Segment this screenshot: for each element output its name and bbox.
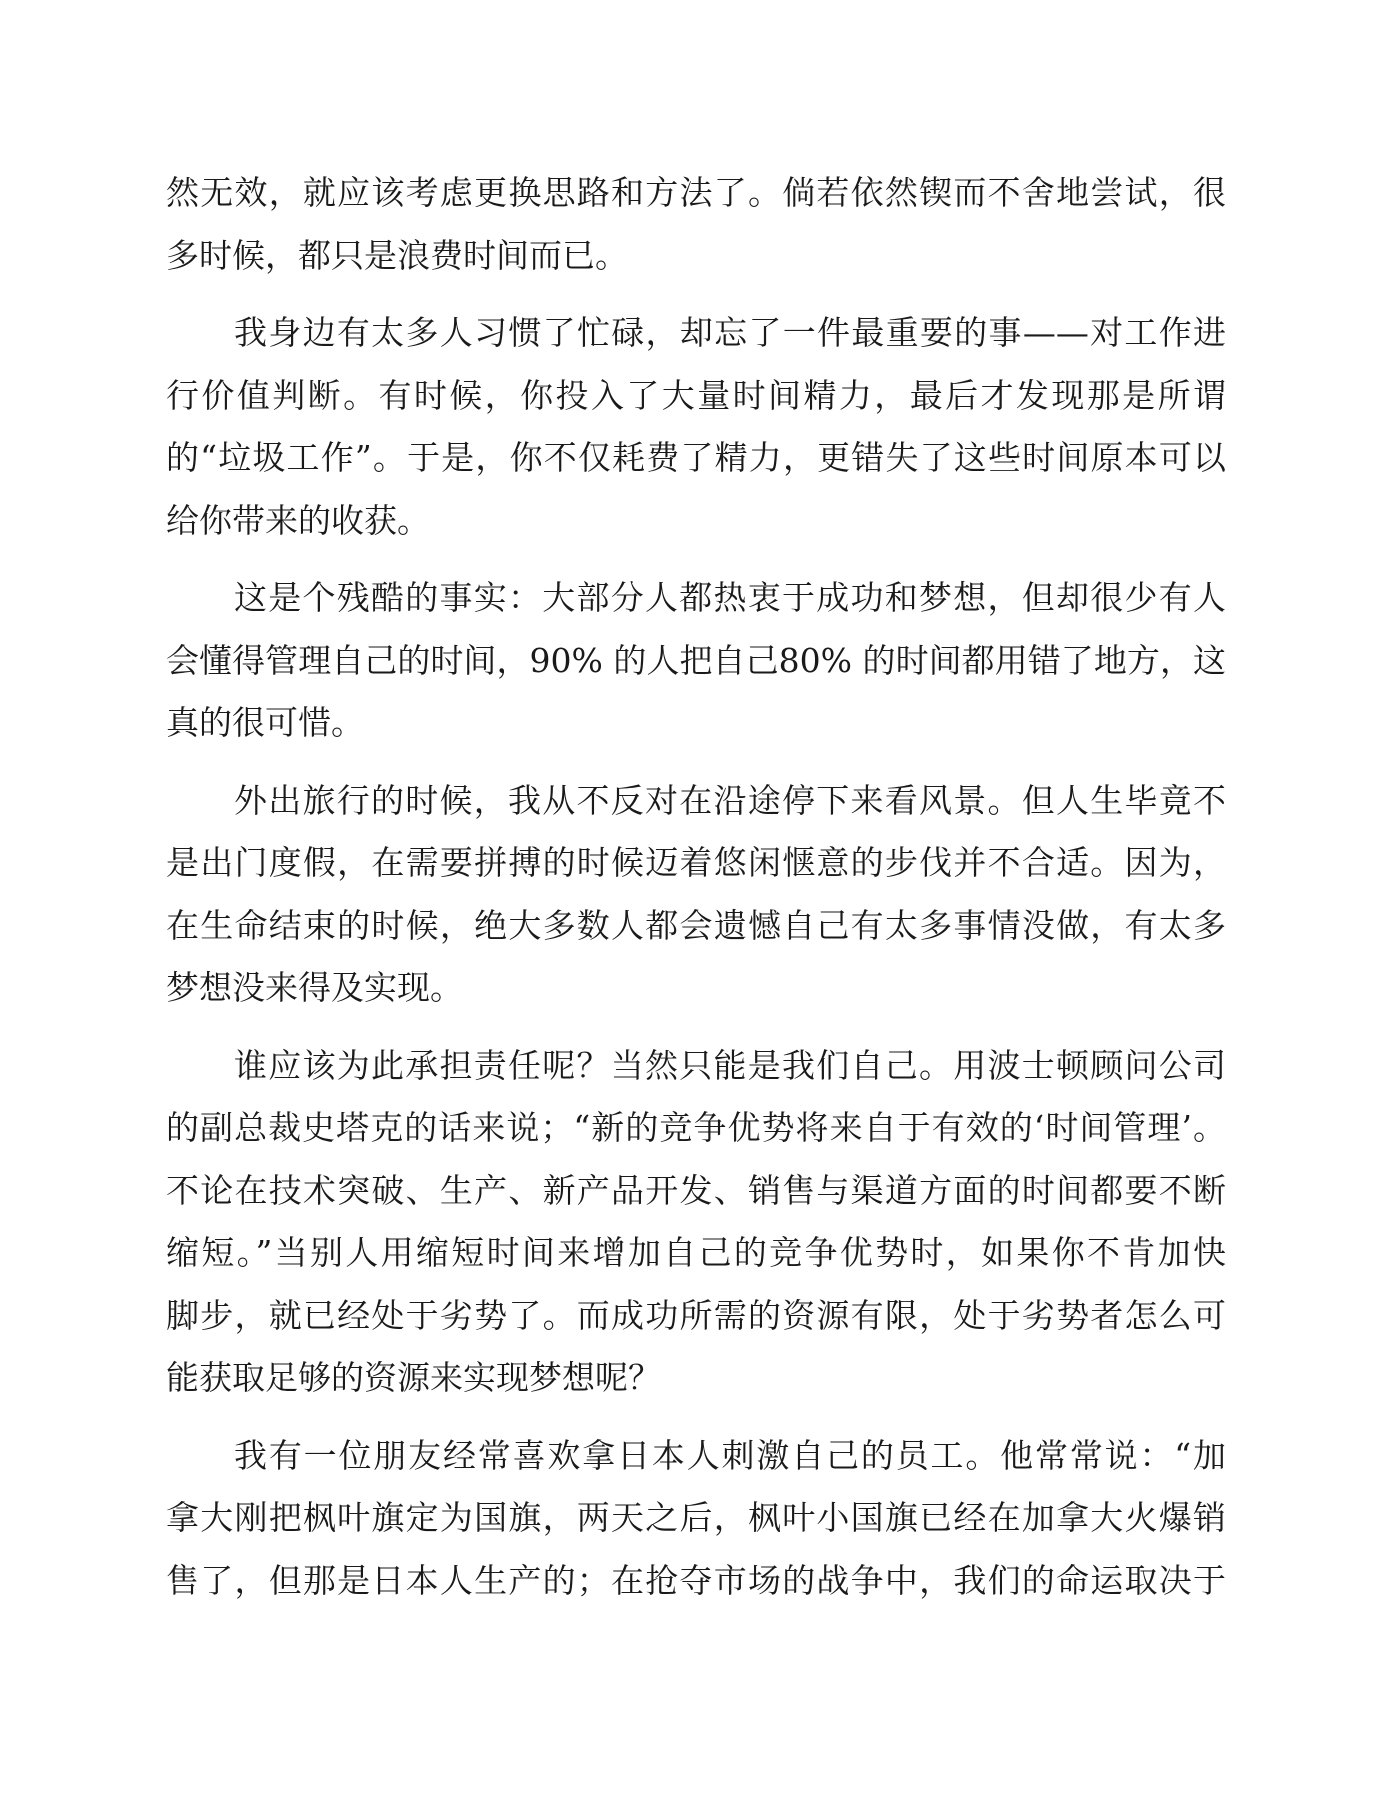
paragraph-line: 缩短。”当别人用缩短时间来增加自己的竞争优势时，如果你不肯加快: [166, 1233, 1226, 1272]
paragraph-line: 是出门度假，在需要拼搏的时候迈着悠闲惬意的步伐并不合适。因为，: [166, 843, 1226, 882]
paragraph-line: 拿大刚把枫叶旗定为国旗，两天之后，枫叶小国旗已经在加拿大火爆销: [166, 1498, 1226, 1537]
paragraph-line: 会懂得管理自己的时间，90% 的人把自己80% 的时间都用错了地方，这: [166, 640, 1226, 680]
paragraph-line: 能获取足够的资源来实现梦想呢？: [166, 1358, 661, 1397]
paragraph-line: 我有一位朋友经常喜欢拿日本人刺激自己的员工。他常常说：“加: [234, 1435, 1226, 1475]
paragraph-4: [166, 770, 1226, 1020]
paragraph-line: 多时候，都只是浪费时间而已。: [166, 235, 628, 275]
paragraph-line: 然无效，就应该考虑更换思路和方法了。倘若依然锲而不舍地尝试，很: [166, 173, 1226, 212]
paragraph-2: [166, 302, 1226, 552]
paragraph-line: 我身边有太多人习惯了忙碌，却忘了一件最重要的事——对工作进: [234, 313, 1226, 352]
paragraph-line: 售了，但那是日本人生产的；在抢夺市场的战争中，我们的命运取决于: [166, 1560, 1226, 1600]
paragraph-line: 这是个残酷的事实：大部分人都热衷于成功和梦想，但却很少有人: [234, 578, 1226, 617]
paragraph-3: [166, 567, 1226, 755]
paragraph-line: 的副总裁史塔克的话来说；“新的竞争优势将来自于有效的‘时间管理’。: [166, 1108, 1226, 1147]
paragraph-line: 行价值判断。有时候，你投入了大量时间精力，最后才发现那是所谓: [166, 375, 1226, 415]
paragraph-line: 梦想没来得及实现。: [166, 968, 463, 1007]
paragraph-1: [166, 162, 1226, 287]
paragraph-5: [166, 1035, 1226, 1410]
paragraph-line: 外出旅行的时候，我从不反对在沿途停下来看风景。但人生毕竟不: [234, 780, 1226, 820]
paragraph-line: 脚步，就已经处于劣势了。而成功所需的资源有限，处于劣势者怎么可: [166, 1295, 1226, 1335]
paragraph-line: 给你带来的收获。: [166, 500, 430, 540]
paragraph-line: 在生命结束的时候，绝大多数人都会遗憾自己有太多事情没做，有太多: [166, 905, 1226, 945]
paragraph-line: 的“垃圾工作”。于是，你不仅耗费了精力，更错失了这些时间原本可以: [166, 438, 1226, 477]
paragraph-line: 不论在技术突破、生产、新产品开发、销售与渠道方面的时间都要不断: [166, 1170, 1226, 1210]
paragraph-line: 真的很可惜。: [166, 703, 364, 742]
body-text: [166, 162, 1226, 1612]
paragraph-6: [166, 1425, 1226, 1613]
paragraph-line: 谁应该为此承担责任呢？当然只能是我们自己。用波士顿顾问公司: [234, 1045, 1226, 1085]
